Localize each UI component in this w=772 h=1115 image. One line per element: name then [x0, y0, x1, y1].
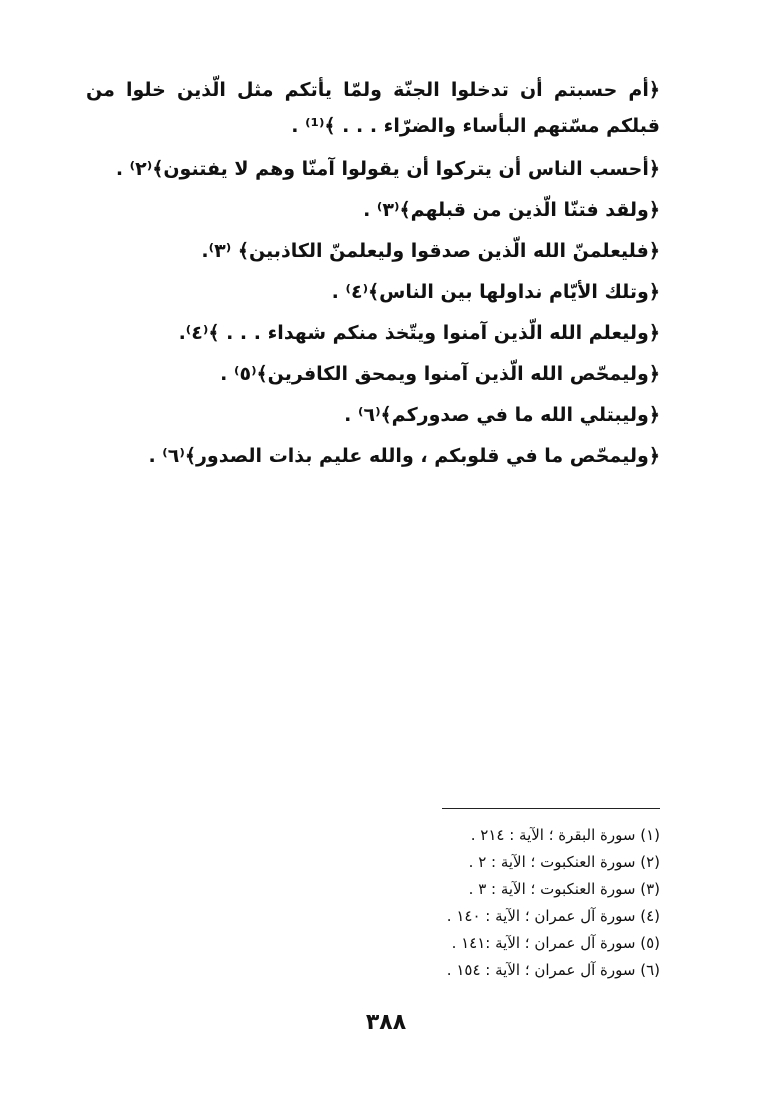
verse-3: ﴿ولقد فتنّا الّذين من قبلهم﴾⁽٣⁾ . [363, 199, 660, 221]
footnote-1: (١) سورة البقرة ؛ الآية : ٢١٤ . [470, 826, 660, 844]
footnote-6: (٦) سورة آل عمران ؛ الآية : ١٥٤ . [446, 961, 660, 979]
footnotes-block [360, 822, 660, 984]
footnote-3: (٣) سورة العنكبوت ؛ الآية : ٣ . [468, 880, 660, 898]
footnote-5: (٥) سورة آل عمران ؛ الآية :١٤١ . [451, 934, 660, 952]
verse-6: ﴿وليعلم الله الّذين آمنوا ويتّخذ منكم شهداء . . . ﴾⁽٤⁾. [178, 322, 660, 344]
verses-block [86, 72, 660, 478]
footnote-2: (٢) سورة العنكبوت ؛ الآية : ٢ . [468, 853, 660, 871]
footnote-divider [442, 808, 660, 809]
verse-7: ﴿وليمحّص الله الّذين آمنوا ويمحق الكافرين﴾⁽٥⁾ . [220, 363, 660, 385]
verse-1: ﴿أم حسبتم أن تدخلوا الجنّة ولمّا يأتكم مثل الّذين خلوا من قبلكم مسّتهم البأساء والضرّاء . . . ﴾⁽¹⁾ . [86, 79, 660, 137]
verse-2: ﴿أحسب الناس أن يتركوا أن يقولوا آمنّا وهم لا يفتنون﴾⁽٢⁾ . [115, 158, 660, 180]
verse-5: ﴿وتلك الأيّام نداولها بين الناس﴾⁽٤⁾ . [331, 281, 660, 303]
verse-4: ﴿فليعلمنّ الله الّذين صدقوا وليعلمنّ الكاذبين﴾ ⁽٣⁾. [201, 240, 660, 262]
page-number: ٣٨٨ [365, 1010, 407, 1035]
verse-9: ﴿وليمحّص ما في قلوبكم ، والله عليم بذات الصدور﴾⁽٦⁾ . [148, 445, 660, 467]
verse-8: ﴿وليبتلي الله ما في صدوركم﴾⁽٦⁾ . [344, 404, 660, 426]
footnote-4: (٤) سورة آل عمران ؛ الآية : ١٤٠ . [446, 907, 660, 925]
